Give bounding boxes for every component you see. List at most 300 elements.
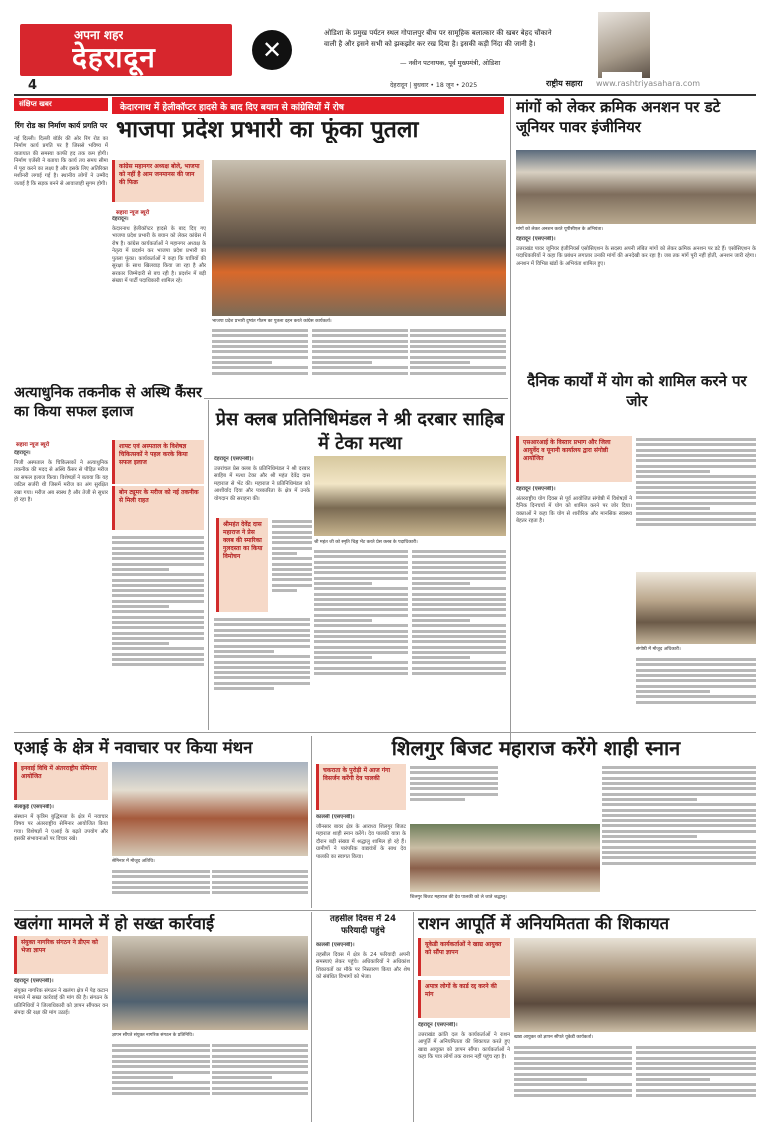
story1-body (112, 216, 206, 394)
text-line (602, 862, 756, 865)
story4-body-col4 (314, 548, 408, 728)
text-line (412, 561, 506, 564)
text-line (636, 1062, 756, 1065)
text-line (112, 1044, 210, 1047)
text-line (112, 637, 204, 640)
text-line (636, 690, 710, 693)
story7-photo (410, 824, 600, 892)
text-line (112, 886, 210, 889)
text-line (272, 563, 312, 566)
text-line (112, 1071, 210, 1074)
text-line (410, 771, 498, 774)
story4-dateline: देहरादून (एसएनबी)। (214, 456, 254, 462)
text-line (212, 1044, 308, 1047)
story1-headline: भाजपा प्रदेश प्रभारी का फूंका पुतला (116, 118, 419, 143)
story5-body-text: अंतरराष्ट्रीय योग दिवस से पूर्व आयोजित संगोष्ठी में विशेषज्ञों ने दैनिक दिनचर्या में योग को शामिल करने पर जोर दिया। वक्ताओं ने कहा कि योग से शारीरिक और मानसिक स्वास्थ्य बेहतर रहता है। (516, 495, 632, 525)
story10-body (418, 1022, 510, 1120)
text-line (514, 1051, 632, 1054)
text-line (314, 561, 408, 564)
text-line (212, 1055, 308, 1058)
text-line (112, 1081, 210, 1084)
text-line (410, 356, 506, 359)
brief-title: रिंग रोड का निर्माण कार्य प्रगति पर (14, 121, 108, 130)
story8-headline: खलंगा मामले में हो सख्त कार्रवाई (14, 914, 215, 933)
text-line (272, 552, 297, 555)
brief-column (14, 98, 108, 350)
story8-body-text: संयुक्त नागरिक संगठन ने खलंगा क्षेत्र में पेड़ कटान मामले में सख्त कार्रवाई की मांग की है। संगठन के प्रतिनिधियों ने जिलाधिकारी को ज्ञापन सौंपकर वन संपदा की रक्षा की मांग उठाई। (14, 987, 108, 1017)
text-line (412, 555, 506, 558)
text-line (412, 624, 506, 627)
text-line (112, 610, 204, 613)
text-line (514, 1073, 632, 1076)
text-line (412, 550, 506, 553)
story6-box: इनवाई विधि में अंतरराष्ट्रीय सेमिनार आयोजित (14, 762, 108, 800)
text-line (410, 340, 506, 343)
story10-photo (514, 938, 756, 1032)
text-line (602, 835, 697, 838)
text-line (314, 635, 408, 638)
masthead (0, 0, 768, 96)
text-line (412, 661, 506, 664)
text-line (410, 361, 470, 364)
story6-headline: एआई के क्षेत्र में नवाचार पर किया मंथन (14, 738, 253, 757)
row-rule-2 (14, 732, 756, 733)
text-line (314, 608, 408, 611)
text-line (636, 669, 756, 672)
story3-headline: अत्याधुनिक तकनीक से अस्थि कैंसर का किया सफल इलाज (14, 384, 204, 422)
text-line (112, 616, 204, 619)
text-line (112, 568, 169, 571)
story8-photo (112, 936, 308, 1030)
story10-body-col3 (636, 1044, 756, 1120)
story7-box: चकराता के पुरोड़ी में आज गंगा विसर्जन करेंगी देव पालकी (316, 764, 406, 810)
story1-subhead: कांग्रेस महानगर अध्यक्ष बोले, भाजपा को नहीं है आम जनमानस की जान की फिक्र (112, 160, 204, 202)
text-line (412, 619, 470, 622)
text-line (212, 1049, 308, 1052)
story1-kicker: केदारनाथ में हेलीकॉप्टर हादसे के बाद दिए बयान से कांग्रेसियों में रोष (112, 97, 504, 114)
text-line (636, 481, 756, 484)
story1-photo (212, 160, 506, 316)
story1-body-col3 (312, 327, 408, 395)
text-line (636, 475, 756, 478)
text-line (412, 614, 506, 617)
story7-body-col2 (410, 764, 498, 822)
text-line (112, 536, 204, 539)
text-line (214, 671, 310, 674)
text-line (112, 658, 204, 661)
story3-box2: बोन ट्यूमर के मरीज को नई तकनीक से मिली राहत (112, 486, 204, 530)
text-line (272, 520, 312, 523)
text-line (112, 594, 204, 597)
text-line (410, 345, 506, 348)
text-line (272, 568, 312, 571)
text-line (636, 486, 756, 489)
story4-caption: श्री महंत जी को स्मृति चिह्न भेंट करते प्रेस क्लब के पदाधिकारी। (314, 539, 506, 545)
story3-body-text: निजी अस्पताल के चिकित्सकों ने अत्याधुनिक तकनीक की मदद से अस्थि कैंसर से पीड़ित मरीज का सफल इलाज किया। विशेषज्ञों ने बताया कि यह जटिल सर्जरी थी जिसमें मरीज का अंग सुरक्षित रखा गया। मरीज अब स्वस्थ है और तेजी से सुधार हो रहा है। (14, 459, 108, 504)
text-line (412, 667, 506, 670)
text-line (214, 618, 310, 621)
text-line (412, 651, 506, 654)
text-line (272, 589, 297, 592)
text-line (314, 550, 408, 553)
text-line (602, 830, 756, 833)
text-line (112, 541, 204, 544)
text-line (212, 1060, 308, 1063)
text-line (514, 1089, 632, 1092)
text-line (412, 587, 506, 590)
text-line (212, 329, 308, 332)
story10-box2: अपात्र लोगों के कार्ड रद्द करने की मांग (418, 980, 510, 1018)
story7-body (316, 814, 406, 908)
text-line (314, 614, 408, 617)
story5-body-col3 (636, 656, 756, 728)
text-line (214, 676, 310, 679)
text-line (212, 350, 308, 353)
text-line (410, 366, 506, 369)
text-line (636, 523, 756, 526)
story9-headline: तहसील दिवस में 24 फरियादी पहुंचे (329, 914, 397, 936)
text-line (602, 803, 756, 806)
text-line (602, 846, 756, 849)
text-line (636, 1094, 756, 1097)
text-line (112, 1065, 210, 1068)
text-line (412, 577, 506, 580)
text-line (212, 1081, 308, 1084)
col-rule-1 (510, 98, 511, 750)
text-line (636, 443, 756, 446)
story1-body-col2 (212, 327, 308, 395)
story3-byline: सहारा न्यूज ब्यूरो (16, 442, 50, 448)
text-line (212, 345, 308, 348)
text-line (314, 672, 408, 675)
text-line (314, 587, 408, 590)
text-line (272, 573, 312, 576)
story7-caption: शिलगुर बिजट महाराज की देव पालकी को ले जाते श्रद्धालु। (410, 894, 600, 900)
text-line (514, 1094, 632, 1097)
text-line (112, 642, 169, 645)
text-line (636, 685, 756, 688)
text-line (112, 573, 204, 576)
story1-dateline: देहरादून। (112, 216, 129, 222)
text-line (636, 454, 756, 457)
story4-body-col2 (272, 518, 312, 628)
text-line (312, 340, 408, 343)
text-line (212, 372, 308, 375)
text-line (410, 350, 506, 353)
story4-quote-box: श्रीमहंत देवेंद्र दास महाराज ने प्रेस क्लब की स्मारिका गुलदस्ता का किया विमोचन (216, 518, 268, 612)
text-line (602, 824, 756, 827)
text-line (410, 766, 498, 769)
text-line (214, 623, 310, 626)
story1-byline: सहारा न्यूज ब्यूरो (116, 210, 150, 216)
text-line (636, 1046, 756, 1049)
masthead-rule (14, 94, 756, 96)
text-line (272, 547, 312, 550)
story3-body-col2 (112, 534, 204, 728)
text-line (602, 777, 756, 780)
text-line (112, 632, 204, 635)
text-line (602, 809, 756, 812)
text-line (272, 557, 312, 560)
text-line (636, 496, 756, 499)
text-line (412, 656, 470, 659)
text-line (412, 646, 506, 649)
text-line (636, 470, 710, 473)
text-line (514, 1057, 632, 1060)
text-line (212, 1087, 308, 1090)
text-line (212, 1065, 308, 1068)
text-line (410, 372, 506, 375)
text-line (602, 798, 697, 801)
text-line (412, 593, 506, 596)
text-line (412, 571, 506, 574)
text-line (410, 329, 506, 332)
text-line (212, 891, 308, 894)
story5-body (516, 486, 632, 728)
text-line (412, 598, 506, 601)
photo-credit (602, 72, 642, 78)
row-rule-3 (14, 910, 756, 911)
website-url: www.rashtriyasahara.com (596, 79, 701, 88)
text-line (412, 672, 506, 675)
story1-body-text: केदारनाथ हेलीकॉप्टर हादसे के बाद दिए गए भाजपा प्रदेश प्रभारी के बयान को लेकर कांग्रेस में रोष है। कांग्रेस कार्यकर्ताओं ने महानगर अध्यक्ष के नेतृत्व में प्रदर्शन कर भाजपा प्रदेश प्रभारी का पुतला फूंका। कार्यकर्ताओं ने कहा कि यात्रियों की सुरक्षा के साथ खिलवाड़ किया जा रहा है और सरकार जिम्मेदारी से बच रही है। प्रदर्शन में बड़ी संख्या में पार्टी पदाधिकारी शामिल रहे। (112, 225, 206, 285)
story3-box1: शाफ्ट एवं अस्पताल के विशेषज्ञ चिकित्सकों ने पहल करके किया सफल इलाज (112, 440, 204, 484)
story8-dateline: देहरादून (एसएनबी)। (14, 978, 54, 984)
story1-body-col4 (410, 327, 506, 395)
text-line (636, 507, 710, 510)
text-line (112, 1049, 210, 1052)
story6-caption: सेमिनार में मौजूद अतिथि। (112, 858, 308, 864)
text-line (212, 334, 308, 337)
text-line (312, 366, 408, 369)
text-line (636, 663, 756, 666)
text-line (410, 798, 465, 801)
story7-body-text: जौनसार बावर क्षेत्र के आराध्य शिलगुर बिजट महाराज शाही स्नान करेंगे। देव पालकी यात्रा के दौरान बड़ी संख्या में श्रद्धालु शामिल हो रहे हैं। ग्रामीणों ने पारंपरिक वाद्ययंत्रों के साथ देव पालकी का स्वागत किया। (316, 823, 406, 860)
text-line (112, 621, 204, 624)
story6-body (14, 804, 108, 904)
text-line (214, 661, 310, 664)
text-line (112, 563, 204, 566)
story1-caption: भाजपा प्रदेश प्रभारी दुष्यंत गौतम का पुतला दहन करते कांग्रेस कार्यकर्ता। (212, 318, 506, 324)
text-line (272, 584, 312, 587)
text-line (112, 579, 204, 582)
story6-photo (112, 762, 308, 856)
text-line (314, 593, 408, 596)
text-line (214, 666, 310, 669)
col-rule-2 (208, 400, 209, 730)
text-line (602, 766, 756, 769)
text-line (312, 329, 408, 332)
text-line (602, 819, 756, 822)
text-line (312, 350, 408, 353)
text-line (636, 1073, 756, 1076)
text-line (314, 619, 372, 622)
text-line (602, 787, 756, 790)
text-line (112, 1060, 210, 1063)
text-line (514, 1067, 632, 1070)
story8-body-col3 (212, 1042, 308, 1120)
text-line (214, 655, 310, 658)
paper-logo: राष्ट्रीय सहारा (546, 79, 583, 88)
quote-text: ओडिशा के प्रमुख पर्यटन स्थल गोपालपुर बीच पर सामूहिक बलात्कार की खबर बेहद चौंकाने वाली है और इसने सभी को झकझोर कर रख दिया है। इसकी कड़ी निंदा की जानी है। (324, 29, 552, 48)
text-line (314, 651, 408, 654)
text-line (602, 771, 756, 774)
story4-headline: प्रेस क्लब प्रतिनिधिमंडल ने श्री दरबार साहिब में टेका मत्था (215, 409, 505, 455)
text-line (636, 1051, 756, 1054)
text-line (410, 793, 498, 796)
text-line (602, 782, 756, 785)
text-line (410, 334, 506, 337)
text-line (214, 629, 310, 632)
story4-photo (314, 456, 506, 536)
story7-body-col3 (602, 764, 756, 908)
story7-dateline: कालसी (एसएनबी)। (316, 814, 355, 820)
story8-body-col2 (112, 1042, 210, 1120)
text-line (602, 793, 756, 796)
text-line (214, 682, 310, 685)
text-line (112, 584, 204, 587)
story10-caption: खाद्य आयुक्त को ज्ञापन सौंपते यूकेडी कार्यकर्ता। (514, 1034, 756, 1040)
brand-small: अपना शहर (74, 28, 124, 42)
story5-headline: दैनिक कार्यों में योग को शामिल करने पर जोर (527, 372, 747, 410)
text-line (314, 624, 408, 627)
story4-body-col3 (214, 616, 310, 728)
text-line (412, 566, 506, 569)
text-line (636, 658, 756, 661)
text-line (212, 340, 308, 343)
text-line (112, 647, 204, 650)
story3-body (14, 450, 108, 728)
text-line (314, 598, 408, 601)
text-line (514, 1046, 632, 1049)
text-line (272, 536, 312, 539)
text-line (412, 582, 470, 585)
text-line (314, 577, 408, 580)
text-line (112, 1076, 173, 1079)
text-line (636, 502, 756, 505)
story9-dateline: कालसी (एसएनबी)। (316, 942, 355, 948)
story9-body (316, 942, 410, 1120)
story8-caption: ज्ञापन सौंपते संयुक्त नागरिक संगठन के प्रतिनिधि। (112, 1032, 308, 1038)
story8-box: संयुक्त नागरिक संगठन ने डीएम को भेजा ज्ञापन (14, 936, 108, 974)
story10-headline: राशन आपूर्ति में अनियमितता की शिकायत (418, 914, 670, 933)
text-line (212, 366, 308, 369)
story2-body (516, 236, 756, 356)
text-line (214, 650, 274, 653)
story2-dateline: देहरादून (एसएनबी)। (516, 236, 556, 242)
text-line (636, 459, 756, 462)
text-line (602, 840, 756, 843)
text-line (410, 782, 498, 785)
story4-body (214, 456, 310, 514)
text-line (112, 1092, 210, 1095)
text-line (514, 1083, 632, 1086)
story5-box: एसआरआई के विस्तार प्रभाग और जिला आयुर्वेद व यूनानी कार्यालय द्वारा संगोष्ठी आयोजित (516, 436, 632, 482)
story6-body-col2 (112, 868, 210, 906)
text-line (636, 512, 756, 515)
text-line (214, 639, 310, 642)
text-line (410, 777, 498, 780)
date-line: देहरादून | बुधवार • 18 जून • 2025 (390, 82, 478, 89)
text-line (212, 356, 308, 359)
brief-label: संक्षिप्त खबर (14, 98, 108, 111)
text-line (412, 640, 506, 643)
text-line (636, 1083, 756, 1086)
x-logo-icon: ✕ (252, 30, 292, 70)
story5-caption: संगोष्ठी में मौजूद अधिकारी। (636, 646, 756, 652)
text-line (212, 870, 308, 873)
text-line (314, 566, 408, 569)
story6-dateline: सेलाकुई (एसएनबी)। (14, 804, 54, 810)
quote-author: — नवीन पटनायक, पूर्व मुख्यमंत्री, ओडिशा (400, 59, 501, 67)
text-line (212, 881, 308, 884)
text-line (214, 687, 274, 690)
text-line (514, 1062, 632, 1065)
text-line (112, 1055, 210, 1058)
text-line (410, 787, 498, 790)
text-line (636, 1067, 756, 1070)
text-line (412, 603, 506, 606)
text-line (312, 345, 408, 348)
text-line (212, 1071, 308, 1074)
story10-body-text: उत्तराखंड क्रांति दल के कार्यकर्ताओं ने राशन आपूर्ति में अनियमितता की शिकायत करते हुए खाद्य आयुक्त को ज्ञापन सौंपा। कार्यकर्ताओं ने कहा कि पात्र लोगों तक राशन नहीं पहुंच रहा है। (418, 1031, 510, 1061)
text-line (636, 674, 756, 677)
text-line (112, 547, 204, 550)
text-line (214, 634, 310, 637)
col-rule-4 (311, 912, 312, 1122)
text-line (636, 701, 756, 704)
text-line (112, 653, 204, 656)
text-line (314, 571, 408, 574)
quote-photo (598, 12, 650, 78)
text-line (212, 886, 308, 889)
text-line (602, 814, 756, 817)
story5-photo (636, 572, 756, 644)
text-line (314, 640, 408, 643)
text-line (314, 603, 408, 606)
text-line (212, 1092, 308, 1095)
text-line (412, 608, 506, 611)
text-line (314, 646, 408, 649)
story3-dateline: देहरादून। (14, 450, 31, 456)
text-line (636, 1078, 710, 1081)
col-rule-5 (413, 912, 414, 1122)
story6-body-text: संस्थान में कृत्रिम बुद्धिमत्ता के क्षेत्र में नवाचार विषय पर अंतरराष्ट्रीय सेमिनार आयोजित किया गया। विशेषज्ञों ने एआई के बढ़ते उपयोग और इसकी संभावनाओं पर विचार रखे। (14, 813, 108, 843)
text-line (636, 449, 756, 452)
text-line (514, 1078, 587, 1081)
story2-headline: मांगों को लेकर क्रमिक अनशन पर डटे जूनियर पावर इंजीनियर (516, 98, 721, 136)
text-line (636, 695, 756, 698)
story4-body-col5 (412, 548, 506, 728)
text-line (272, 578, 312, 581)
text-line (212, 875, 308, 878)
text-line (636, 1089, 756, 1092)
text-line (112, 552, 204, 555)
col-rule-3 (311, 736, 312, 908)
text-line (412, 630, 506, 633)
text-line (412, 635, 506, 638)
text-line (636, 1057, 756, 1060)
text-line (272, 541, 312, 544)
story6-body-col3 (212, 868, 308, 906)
text-line (314, 630, 408, 633)
text-line (112, 600, 204, 603)
text-line (112, 663, 204, 666)
text-line (112, 1087, 210, 1090)
text-line (112, 589, 204, 592)
brief-body: नई दिल्ली। दिल्ली बॉर्डर की ओर रिंग रोड का निर्माण कार्य प्रगति पर है जिससे भविष्य में यातायात की समस्या काफी हद तक कम होगी। निर्माण एजेंसी ने बताया कि कार्य तय समय सीमा में पूरा करने का लक्ष्य है और इसके लिए अतिरिक्त मशीनरी लगाई गई है। स्थानीय लोगों ने उम्मीद जताई है कि सड़क बनने से आवाजाही सुगम होगी। (14, 135, 108, 187)
text-line (314, 582, 372, 585)
